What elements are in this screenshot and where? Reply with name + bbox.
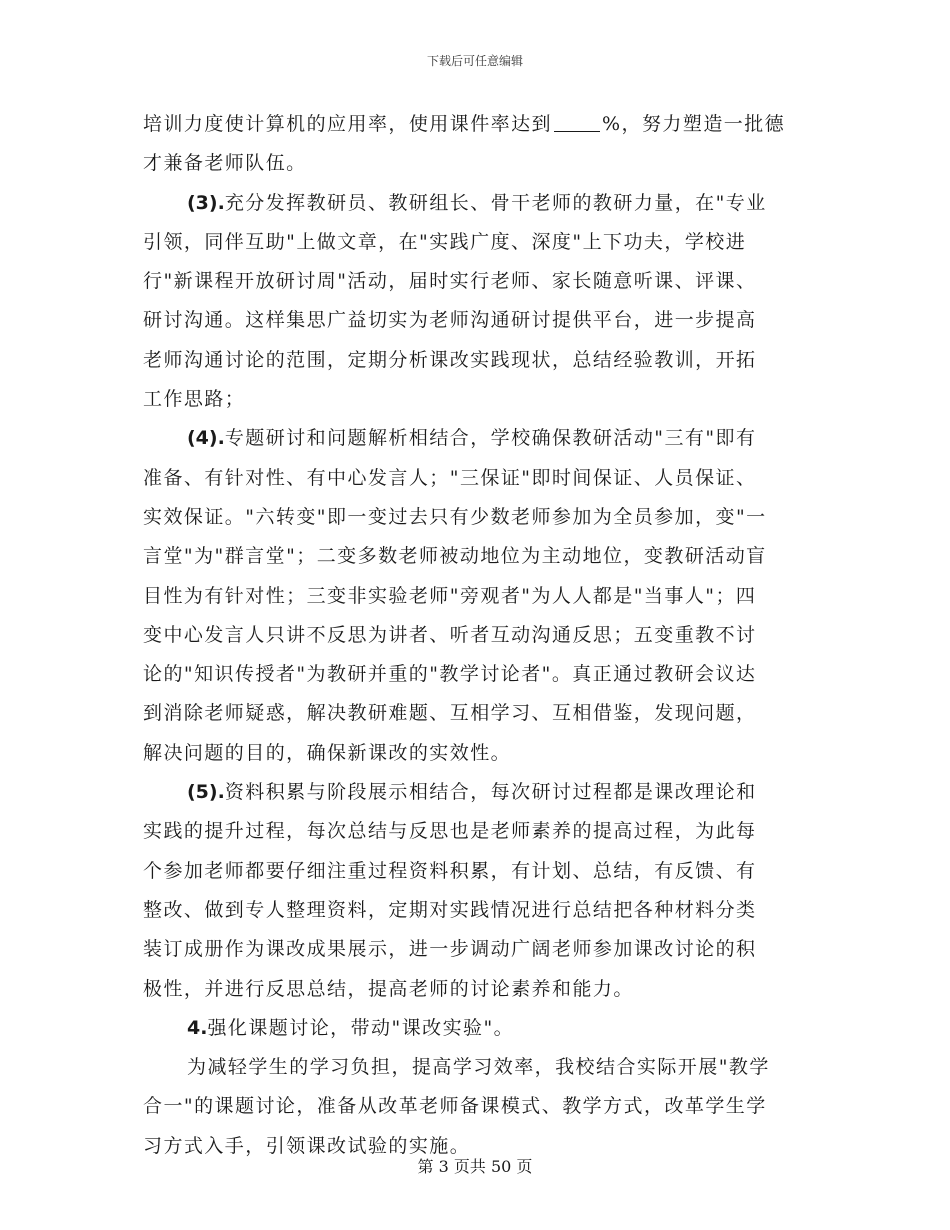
text-line: (5).资料积累与阶段展示相结合，每次研讨过程都是课改理论和 bbox=[187, 781, 757, 804]
text-line: 解决问题的目的，确保新课改的实效性。 bbox=[143, 741, 512, 764]
text-line: (3).充分发挥教研员、教研组长、骨干老师的教研力量，在"专业 bbox=[187, 191, 767, 214]
section-heading-4 bbox=[143, 1009, 823, 1048]
item-number: (5). bbox=[187, 781, 225, 804]
paragraph-training bbox=[143, 105, 823, 184]
text-line: 个参加老师都要仔细注重过程资料积累，有计划、总结，有反馈、有 bbox=[143, 859, 757, 882]
text-line: 习方式入手，引领课改试验的实施。 bbox=[143, 1134, 471, 1157]
text-line: 为减轻学生的学习负担，提高学习效率，我校结合实际开展"教学 bbox=[187, 1056, 770, 1079]
paragraph-research-topic bbox=[143, 1048, 823, 1166]
text-line: 极性，并进行反思总结，提高老师的讨论素养和能力。 bbox=[143, 977, 634, 1000]
text-line: 到消除老师疑惑，解决教研难题、互相学习、互相借鉴，发现问题， bbox=[143, 702, 757, 725]
text-line: 实践的提升过程，每次总结与反思也是老师素养的提高过程，为此每 bbox=[143, 820, 757, 843]
text-line: 论的"知识传授者"为教研并重的"教学讨论者"。真正通过教研会议达 bbox=[143, 663, 757, 686]
text-line: 装订成册作为课改成果展示，进一步调动广阔老师参加课改讨论的积 bbox=[143, 938, 757, 961]
text-line: 准备、有针对性、有中心发言人；"三保证"即时间保证、人员保证、 bbox=[143, 466, 757, 489]
section-number: 4. bbox=[187, 1016, 208, 1039]
text-line: 老师沟通讨论的范围，定期分析课改实践现状，总结经验教训，开拓 bbox=[143, 348, 757, 371]
item-number: (4). bbox=[187, 427, 225, 450]
text-line: 才兼备老师队伍。 bbox=[143, 152, 307, 175]
text-line: 合一"的课题讨论，准备从改革老师备课模式、教学方式，改革学生学 bbox=[143, 1095, 767, 1118]
text-line: 培训力度使计算机的应用率，使用课件率达到 %，努力塑造一批德 bbox=[143, 113, 786, 135]
page-footer: 第 3 页共 50 页 bbox=[417, 1157, 533, 1176]
paragraph-item-5 bbox=[143, 773, 823, 1009]
text-line: 行"新课程开放研讨周"活动，届时实行老师、家长随意听课、评课、 bbox=[143, 270, 757, 293]
text-line: 变中心发言人只讲不反思为讲者、听者互动沟通反思；五变重教不讨 bbox=[143, 623, 757, 646]
text-line: 引领，同伴互助"上做文章，在"实践广度、深度"上下功夫，学校进 bbox=[143, 230, 747, 253]
paragraph-item-4 bbox=[143, 419, 823, 773]
item-number: (3). bbox=[187, 191, 225, 214]
text-line: 目性为有针对性；三变非实验老师"旁观者"为人人都是"当事人"；四 bbox=[143, 584, 757, 607]
page-header: 下载后可任意编辑 bbox=[426, 54, 523, 68]
paragraph-item-3 bbox=[143, 184, 823, 420]
text-line: 言堂"为"群言堂"；二变多数老师被动地位为主动地位，变教研活动盲 bbox=[143, 545, 767, 568]
text-line: 研讨沟通。这样集思广益切实为老师沟通研讨提供平台，进一步提高 bbox=[143, 309, 757, 332]
fill-in-blank bbox=[554, 114, 600, 132]
text-line: 实效保证。"六转变"即一变过去只有少数老师参加为全员参加，变"一 bbox=[143, 505, 767, 528]
text-line: 整改、做到专人整理资料，定期对实践情况进行总结把各种材料分类 bbox=[143, 898, 757, 921]
text-line: (4).专题研讨和问题解析相结合，学校确保教研活动"三有"即有 bbox=[187, 427, 757, 450]
text-line: 工作思路； bbox=[143, 388, 246, 411]
document-body bbox=[143, 105, 823, 1166]
text-line: 4.强化课题讨论，带动"课改实验"。 bbox=[187, 1016, 515, 1039]
